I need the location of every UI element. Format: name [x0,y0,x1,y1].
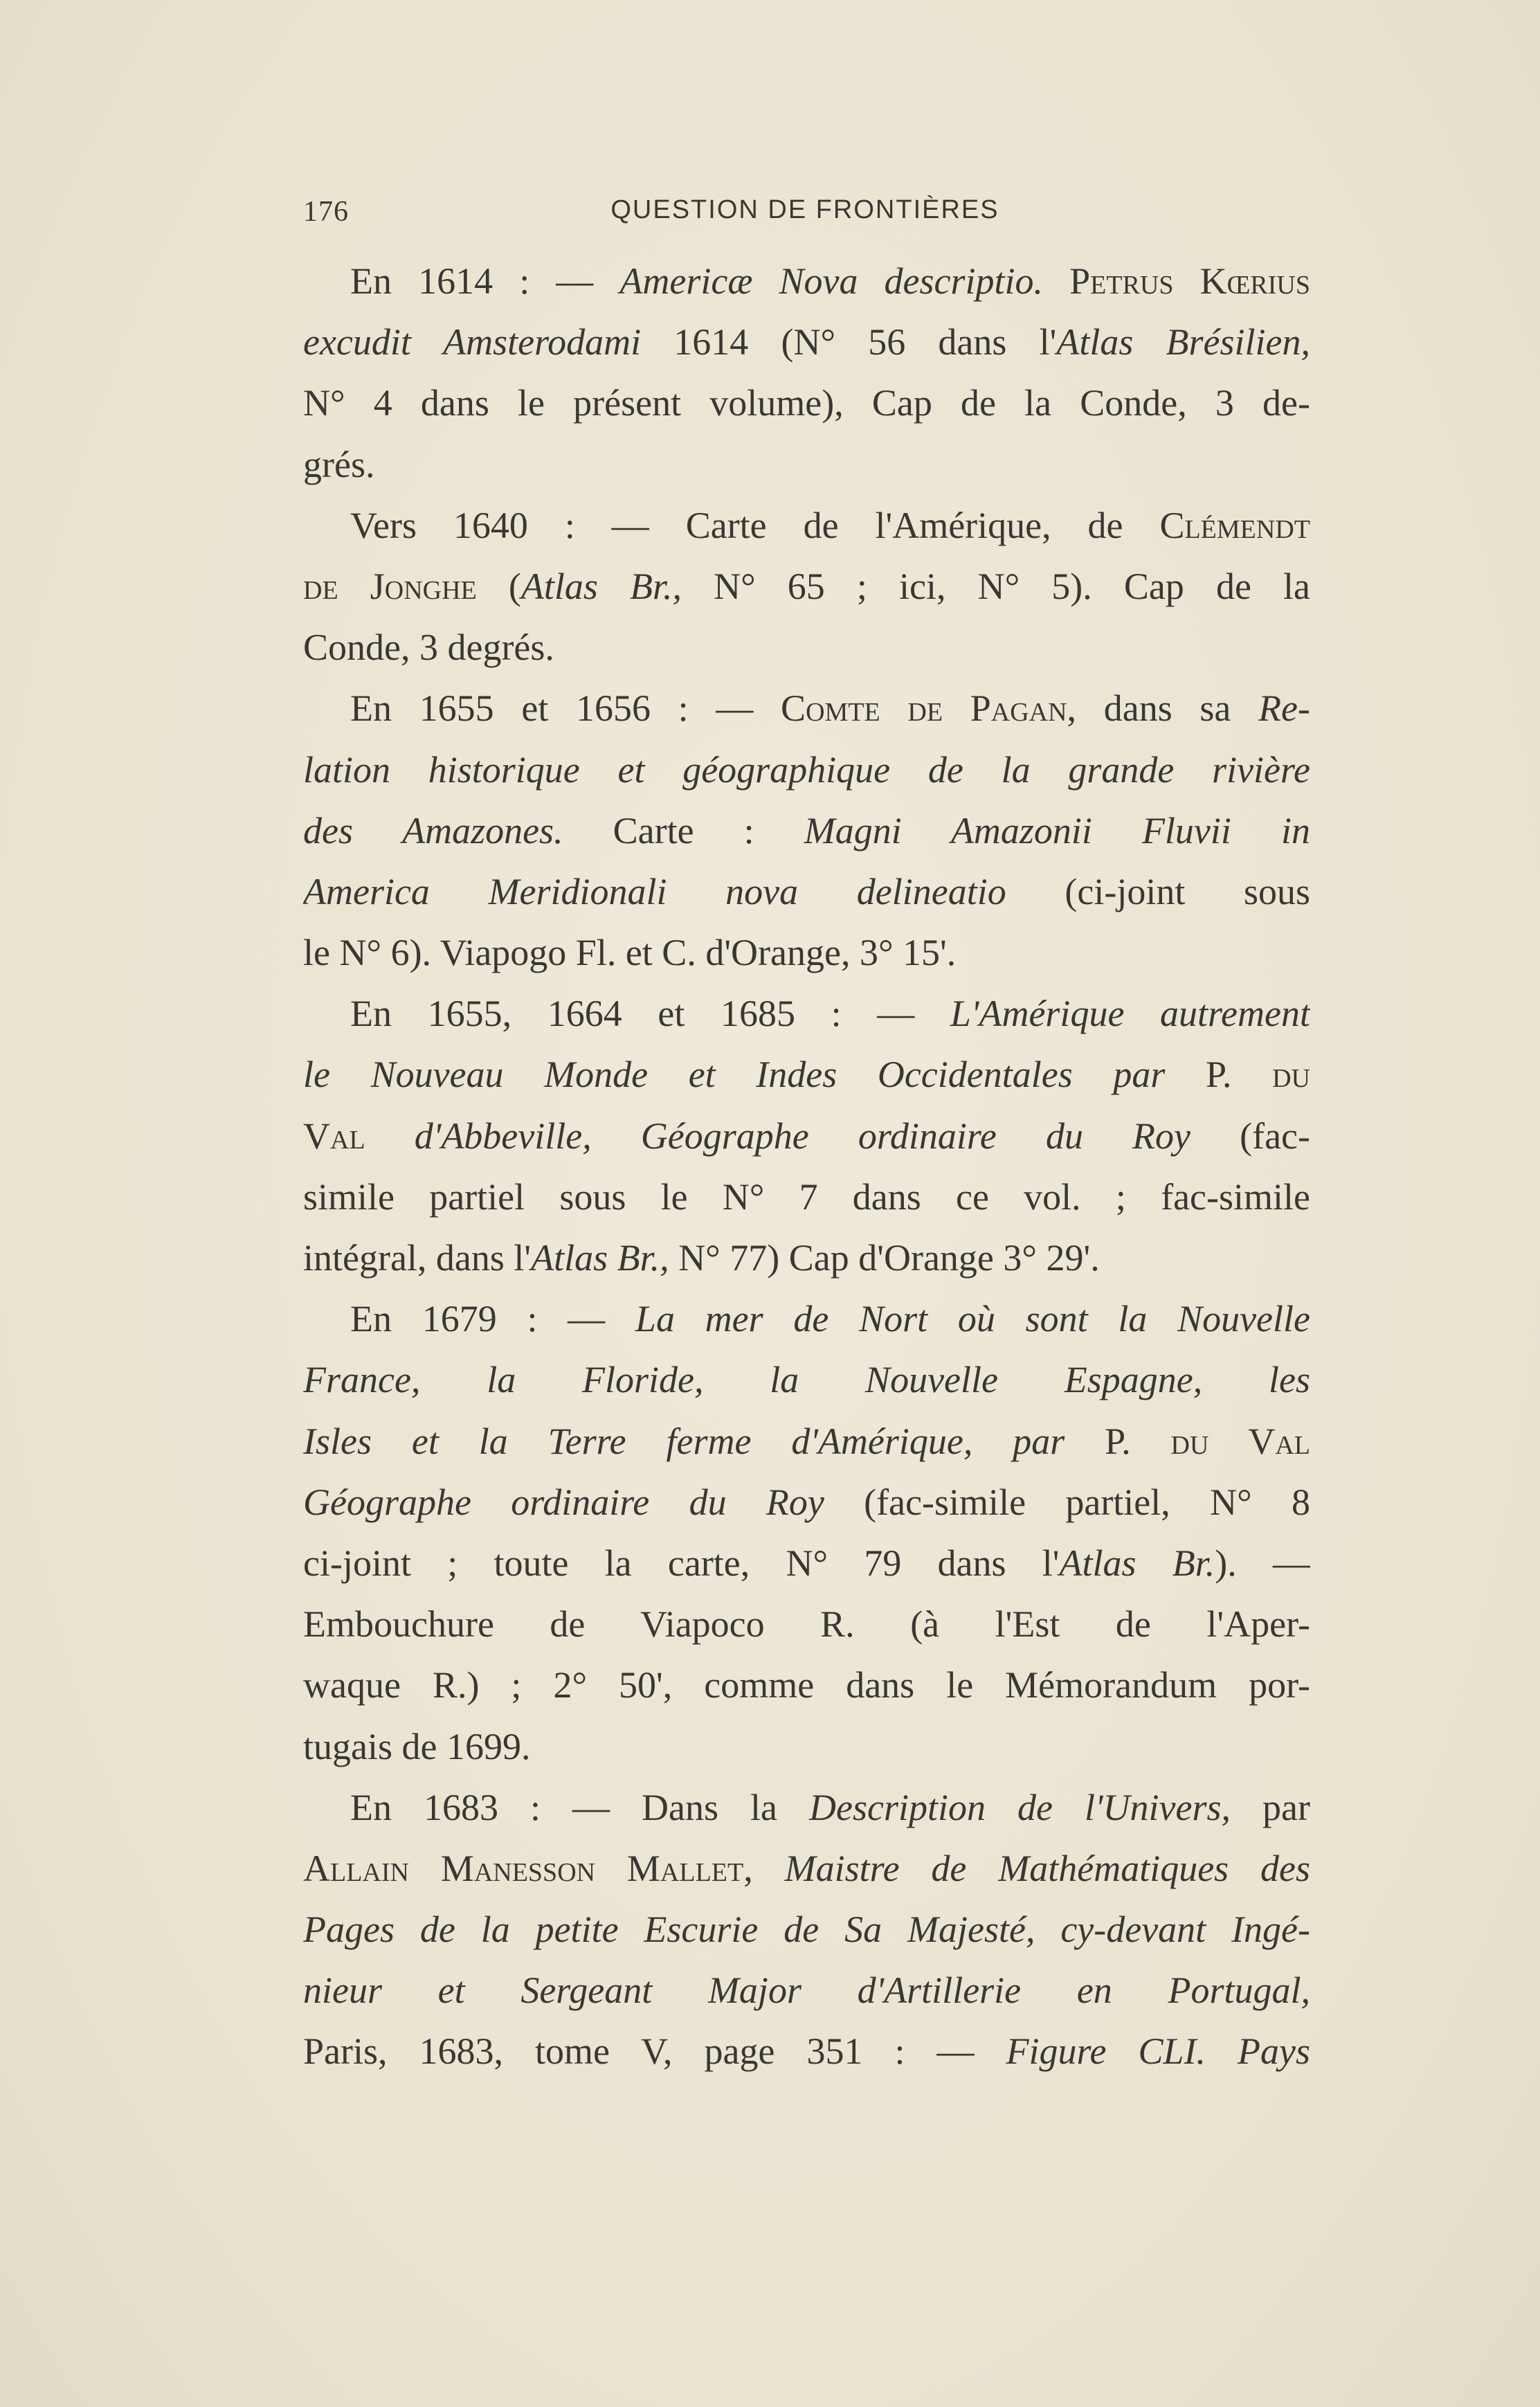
italic-text: Géographe ordinaire du Roy [303,1481,824,1523]
italic-text: Atlas Br., [531,1237,669,1279]
text-run: le N° 6). Viapogo Fl. et C. d'Orange, 3° 15'. [303,932,957,974]
text-run: En 1683 : — Dans la [350,1786,810,1828]
italic-text: Americæ Nova descriptio. [619,260,1044,302]
text-line [303,1227,1310,1288]
text-run: Conde, 3 degrés. [303,626,554,669]
text-run: P. [1165,1054,1273,1096]
italic-text: Re- [1258,687,1310,730]
italic-text: nieur et Sergeant Major d'Artillerie en Portugal, [303,1969,1310,2012]
text-line [303,983,1310,1044]
text-run: (ci-joint sous [1006,870,1310,912]
text-line [303,556,1310,617]
italic-text: excudit Amsterodami [303,321,642,363]
text-run: N° 65 ; ici, N° 5). Cap de la [681,565,1310,607]
text-line [303,1594,1310,1655]
text-line [303,1716,1310,1777]
text-line [303,1838,1310,1899]
text-run: Vers 1640 : — Carte de l'Amérique, de [350,504,1160,546]
running-title: QUESTION DE FRONTIÈRES [610,195,999,224]
text-run: En 1655 et 1656 : — [350,687,781,730]
text-line [303,1288,1310,1349]
text-run: Paris, 1683, tome V, page 351 : — [303,2030,1006,2073]
small-caps-text: Allain Manesson Mallet, [303,1847,753,1889]
text-line [303,1655,1310,1715]
text-run: N° 4 dans le présent volume), Cap de la Conde, 3 de- [303,382,1310,424]
text-run [365,1115,415,1157]
text-line [303,1166,1310,1227]
small-caps-text: Val [303,1115,365,1157]
italic-text: Isles et la Terre ferme d'Amérique, par [303,1420,1065,1462]
small-caps-text: de Jonghe [303,565,477,607]
text-line [303,2021,1310,2082]
text-line [303,372,1310,433]
italic-text: L'Amérique autrement [950,993,1310,1035]
text-line [303,1044,1310,1105]
text-line [303,1533,1310,1594]
text-line [303,922,1310,983]
text-line [303,1777,1310,1838]
small-caps-text: Petrus Kœrius [1069,260,1310,302]
page-number: 176 [303,196,349,228]
running-head [303,195,1307,237]
small-caps-text: Clémendt [1159,504,1310,546]
text-run: En 1614 : — [350,260,620,302]
italic-text: Atlas Br., [520,565,682,607]
text-line [303,678,1310,739]
text-run: Embouchure de Viapoco R. (à l'Est de l'Aper- [303,1603,1310,1646]
small-caps-text: du [1272,1054,1310,1096]
text-run: simile partiel sous le N° 7 dans ce vol. ; fac-simile [303,1175,1310,1218]
text-run: P. [1065,1420,1171,1462]
text-run: par [1231,1786,1310,1828]
text-line [303,312,1310,372]
italic-text: Atlas Brésilien, [1056,321,1310,363]
italic-text: La mer de Nort où sont la Nouvelle [635,1298,1310,1340]
small-caps-text: Comte de Pagan, [781,687,1077,730]
text-line [303,1960,1310,2021]
text-line [303,1899,1310,1960]
text-run [1043,260,1069,302]
italic-text: d'Abbeville, Géographe ordinaire du Roy [414,1115,1191,1157]
small-caps-text: du Val [1170,1420,1310,1462]
text-line [303,1349,1310,1410]
italic-text: France, la Floride, la Nouvelle Espagne, les [303,1359,1310,1401]
text-run: En 1679 : — [350,1298,635,1340]
text-run: N° 77) Cap d'Orange 3° 29'. [669,1237,1100,1279]
text-line [303,800,1310,861]
text-run: En 1655, 1664 et 1685 : — [350,993,950,1035]
text-line [303,1472,1310,1533]
text-line [303,617,1310,678]
italic-text: Pages de la petite Escurie de Sa Majesté, cy-devant Ingé- [303,1909,1310,1951]
italic-text: Figure CLI. Pays [1006,2030,1310,2073]
text-run: Carte : [563,809,804,851]
text-run [753,1848,785,1889]
italic-text: lation historique et géographique de la grande rivière [303,748,1310,791]
text-run: 1614 (N° 56 dans l' [641,321,1057,363]
text-run: (fac-simile partiel, N° 8 [824,1481,1310,1523]
text-run: tugais de 1699. [303,1725,531,1767]
text-run: (fac- [1190,1115,1310,1157]
text-line [303,1106,1310,1166]
text-line [303,861,1310,922]
text-line [303,434,1310,495]
italic-text: Atlas Br. [1059,1542,1215,1584]
text-line [303,1411,1310,1472]
italic-text: des Amazones. [303,809,563,851]
text-run: grés. [303,443,375,485]
text-run: ci-joint ; toute la carte, N° 79 dans l' [303,1542,1060,1584]
italic-text: Description de l'Univers, [809,1786,1231,1828]
italic-text: le Nouveau Monde et Indes Occidentales par [303,1054,1166,1096]
text-run: intégral, dans l' [303,1237,532,1279]
text-run: ). — [1215,1542,1310,1584]
text-line [303,739,1310,800]
italic-text: America Meridionali nova delineatio [303,870,1006,912]
text-run: dans sa [1076,687,1259,730]
text-run: waque R.) ; 2° 50', comme dans le Mémorandum por- [303,1664,1310,1706]
italic-text: Magni Amazonii Fluvii in [804,809,1310,851]
body-text [303,251,1310,2082]
italic-text: Maistre de Mathématiques des [784,1847,1310,1889]
text-run: ( [476,565,521,607]
text-line [303,495,1310,556]
text-line [303,251,1310,312]
